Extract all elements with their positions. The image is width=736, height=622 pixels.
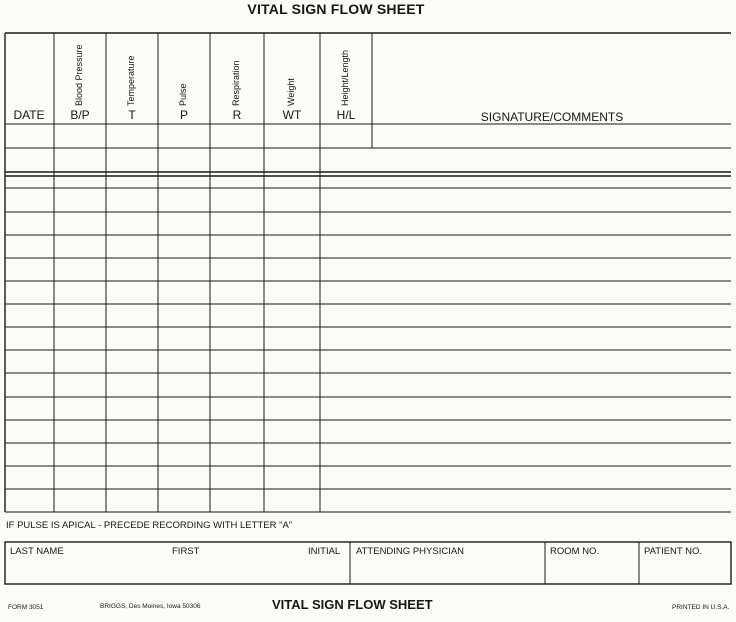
col-resp-label: Respiration (231, 60, 241, 106)
footer-form-number: FORM 3051 (8, 604, 44, 611)
col-bp-label: Blood Pressure (74, 44, 84, 106)
col-pulse-label: Pulse (178, 83, 188, 106)
first-name-label: FIRST (172, 546, 200, 557)
col-weight-label: Weight (286, 78, 296, 106)
col-bp-abbr: B/P (70, 108, 90, 122)
last-name-label: LAST NAME (10, 546, 64, 557)
col-date-abbr: DATE (13, 108, 45, 122)
col-temp-abbr: T (128, 108, 136, 122)
page-title: VITAL SIGN FLOW SHEET (247, 1, 425, 17)
col-height-label: Height/Length (340, 49, 350, 106)
col-temp-label: Temperature (126, 55, 136, 106)
patient-no-label: PATIENT NO. (644, 546, 703, 557)
col-height-abbr: H/L (336, 108, 356, 122)
col-pulse-abbr: P (179, 108, 189, 122)
signature-comments-header: SIGNATURE/COMMENTS (480, 110, 624, 124)
col-resp-abbr: R (232, 108, 242, 122)
room-no-label: ROOM NO. (550, 546, 600, 557)
col-weight-abbr: WT (282, 108, 302, 122)
footer-title: VITAL SIGN FLOW SHEET (272, 597, 433, 612)
initial-label: INITIAL (308, 546, 341, 557)
attending-physician-label: ATTENDING PHYSICIAN (356, 546, 465, 557)
apical-pulse-note: IF PULSE IS APICAL - PRECEDE RECORDING WITH LETTER "A" (6, 520, 293, 531)
footer-printed: PRINTED IN U.S.A. (672, 604, 730, 611)
footer-publisher: BRIGGS, Des Moines, Iowa 50306 (100, 603, 201, 610)
